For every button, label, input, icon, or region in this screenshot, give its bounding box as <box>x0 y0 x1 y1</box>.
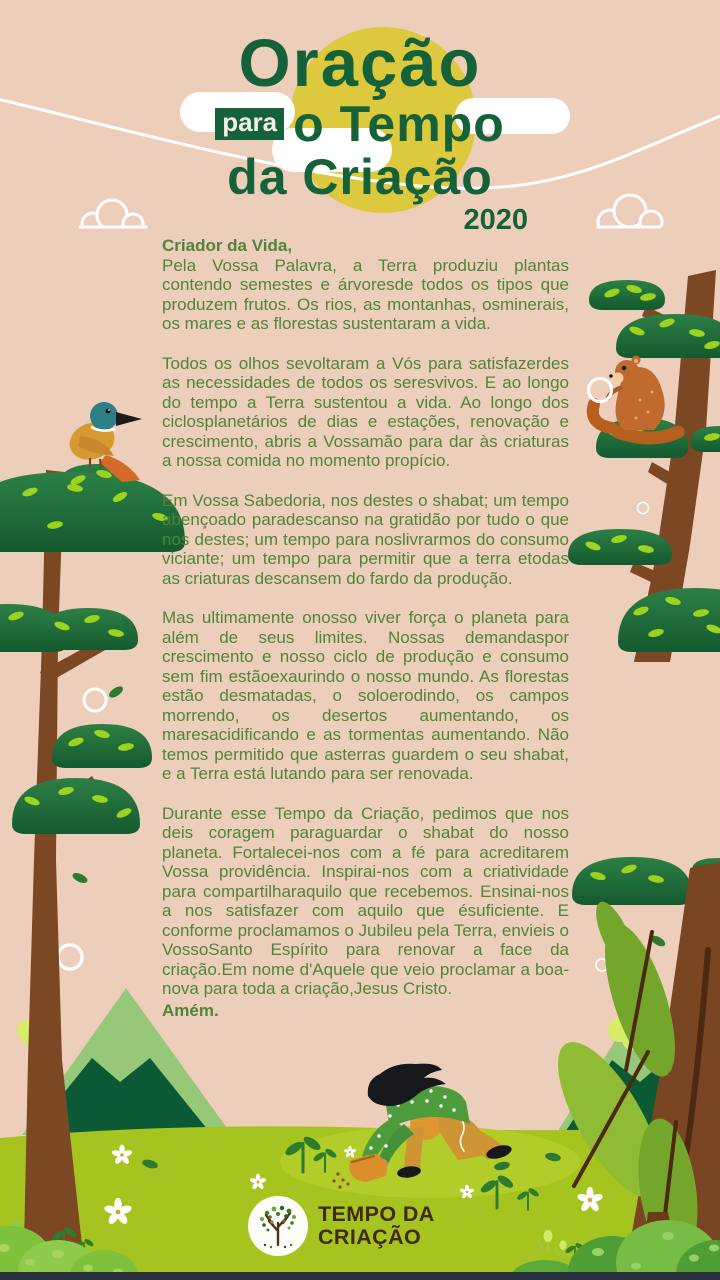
title-word-o-tempo: o Tempo <box>293 96 505 152</box>
prayer-paragraph: Mas ultimamente onosso viver força o planeta para além de seus limites. Nossas demandaspor crescimento e nosso ciclo de produção e consumo sem fim estãoexaurindo o nosso mundo. As florestas estão desmatadas, o soloerodindo, os campos morrendo, os desertos aumentando, os maresacidificando e as tormentas aumentando. Não temos permitido que asterras guardem o seu shabat, e a Terra está lutando para ser renovada. <box>162 608 569 783</box>
logo-line2: CRIAÇÃO <box>318 1225 422 1249</box>
prayer-heading: Criador da Vida, <box>162 236 293 255</box>
title-word-oracao: Oração <box>238 26 482 101</box>
prayer-paragraph: Pela Vossa Palavra, a Terra produziu plantas contendo semestes e árvoresde todos os tipos que produzem frutos. Os rios, as montanhas, osminerais, os mares e as florestas sustentaram a vida. <box>162 255 569 333</box>
prayer-paragraph: Em Vossa Sabedoria, nos destes o shabat; um tempo abençoado paradescanso na gratidão por tudo o que nos destes; um tempo para noslivrarmos do consumo viciante; um tempo para permitir que a terra etodas as criaturas descansem do fardo da produção. <box>162 490 569 588</box>
logo-tree-icon <box>249 1197 307 1255</box>
title-year: 2020 <box>463 204 528 236</box>
prayer-text <box>162 236 569 1020</box>
bottom-strip <box>0 1272 720 1280</box>
logo-wordmark <box>318 1203 435 1249</box>
logo-circle <box>248 1196 308 1256</box>
prayer-paragraph: Durante esse Tempo da Criação, pedimos que nos deis coragem paraguardar o shabat do nosso planeta. Fortalecei-nos com a fé para acreditarem Vossa providência. Inspirai-nos com a criatividade para compartilharaquilo que recebemos. Ensinai-nos a nos satisfazer com aquilo que ésuficiente. E conforme proclamamos o Jubileu pela Terra, envieis o VossoSanto Espírito para renovar a face da criação.Em nome d'Aquele que veio proclamar a boa-nova para toda a criação,Jesus Cristo. <box>162 803 569 998</box>
prayer-paragraph: Todos os olhos sevoltaram a Vós para satisfazerdes as necessidades de todos os seresvivos. E ao longo do tempo a Terra sustentou a vida. Ao longo dos ciclosplanetários de dias e estações, renovação e crescimento, abris a Vossamão para dar às criaturas a nossa comida no momento propício. <box>162 353 569 470</box>
logo-line1: TEMPO DA <box>318 1202 435 1226</box>
title-word-da-criacao: da Criação <box>227 149 493 205</box>
title-para-chip: para <box>215 108 284 140</box>
tempo-da-criacao-logo <box>248 1196 435 1256</box>
prayer-amen: Amém. <box>162 1000 219 1020</box>
poster-title <box>180 26 540 237</box>
